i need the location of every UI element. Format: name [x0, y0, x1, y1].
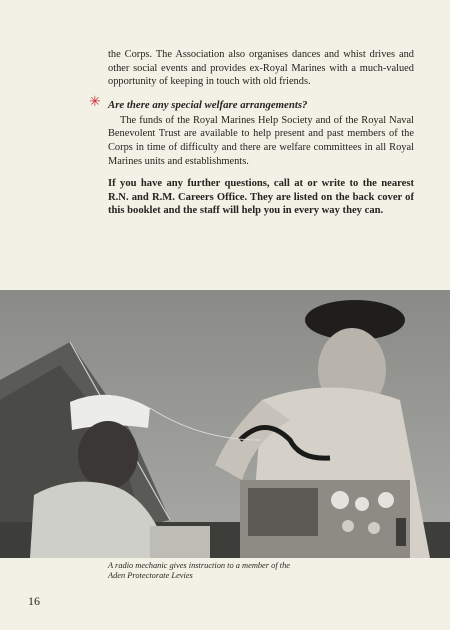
- question-heading: Are there any special welfare arrangements?: [108, 98, 308, 111]
- caption-line-2: Aden Protectorate Levies: [108, 571, 193, 580]
- asterisk-star-icon: ✳: [89, 94, 101, 110]
- paragraph-associations: the Corps. The Association also organises dances and whist drives and other social events and provides ex-Royal Marines with a much-valued opportunity of keeping in touch with old friends.: [108, 49, 414, 88]
- question-row: [89, 94, 414, 112]
- paragraph-welfare: The funds of the Royal Marines Help Society and of the Royal Naval Benevolent Trust are available to help present and past members of the Corps in time of difficulty and there are welfare committees in all Royal Marines units and establishments.: [108, 114, 414, 167]
- text-column: [89, 48, 414, 218]
- photograph: [0, 290, 450, 558]
- photo-caption: [108, 561, 368, 581]
- closing-paragraph: If you have any further questions, call at or write to the nearest R.N. and R.M. Careers Office. They are listed on the back cover of this booklet and the staff will help you in every way they can.: [108, 178, 414, 217]
- caption-line-1: A radio mechanic gives instruction to a member of the: [108, 561, 290, 570]
- page-number: 16: [28, 594, 40, 608]
